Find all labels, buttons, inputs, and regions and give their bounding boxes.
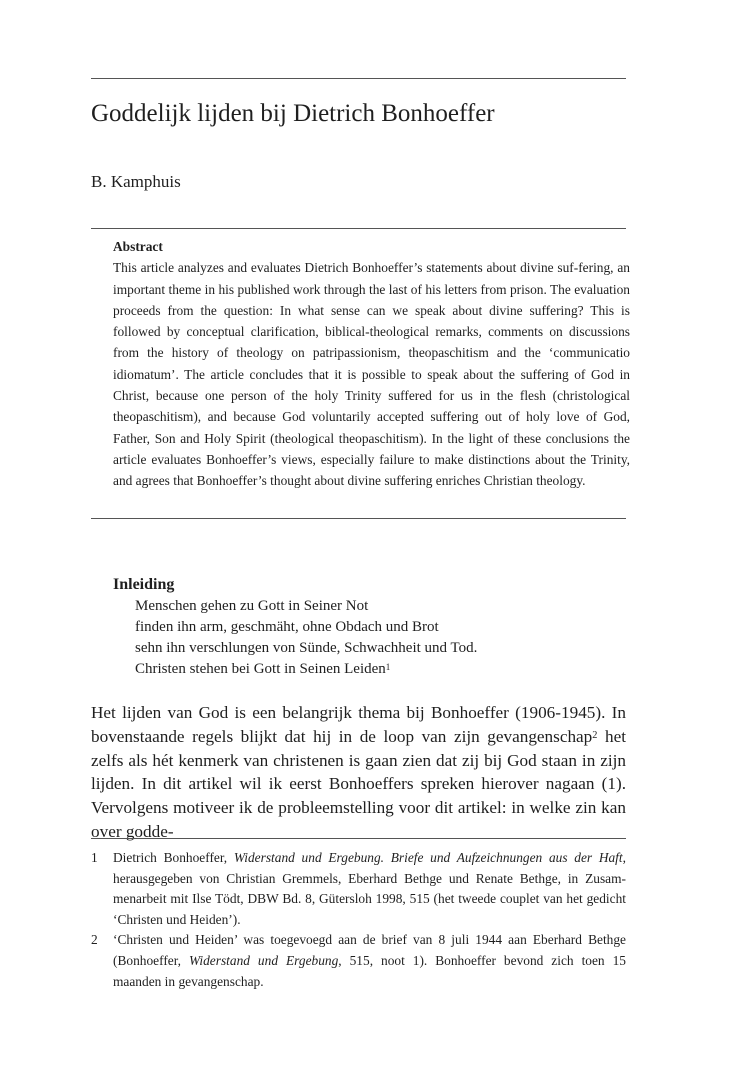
footnotes (91, 848, 626, 992)
footnote-ref: 1 (385, 661, 391, 672)
body-text-part: het zelfs als hét kenmerk van christenen is gaan zien dat zij bij God staan in zijn lijden. In dit artikel wil ik eerst Bonhoeffers spreken hierover nagaan (1). Vervolgens motiveer ik de probleemstelling voor dit artikel: in welke zin kan over godde- (91, 726, 626, 841)
footnote-ref: 2 (592, 730, 598, 742)
footnote (91, 848, 626, 930)
body-paragraph (91, 701, 626, 844)
abstract-top-rule (91, 228, 626, 229)
abstract-bottom-rule (91, 518, 626, 519)
poem-line (135, 659, 477, 680)
footnote-text-part: Dietrich Bonhoeffer, (113, 850, 234, 865)
footnote-text (113, 848, 626, 930)
article-author: B. Kamphuis (91, 172, 181, 191)
abstract-text: This article analyzes and evaluates Dietrich Bonhoeffer’s statements about divine suf-fering, an important theme in his published work through the last of his letters from prison. The evaluation proceeds from the question: In what sense can we speak about divine suffering? This is followed by conceptual clarification, biblical-theological remarks, comments on discussions from the history of theology on patripassionism, theopaschitism and the ‘communicatio idiomatum’. The article concludes that it is possible to speak about the suffering of God in Christ, because one person of the holy Trinity suffered for us in the flesh (christological theopaschitism), and because God voluntarily accepted suffering out of holy love of God, Father, Son and Holy Spirit (theological theopaschitism). In the light of these conclusions the article evaluates Bonhoeffer’s views, especially failure to make distinctions about the Trinity, and agrees that Bonhoeffer’s thought about divine suffering enriches Christian theology. (113, 260, 630, 489)
poem-line-text: Christen stehen bei Gott in Seinen Leiden (135, 661, 386, 677)
article-title: Goddelijk lijden bij Dietrich Bonhoeffer (91, 100, 495, 127)
poem-line: Menschen gehen zu Gott in Seiner Not (135, 598, 369, 614)
footnote-italic: Widerstand und Ergebung. Briefe und Aufzeichnungen aus der Haft (233, 850, 623, 865)
footnote (91, 930, 626, 992)
footnote-text (113, 930, 626, 992)
abstract-heading: Abstract (113, 239, 163, 254)
footnote-number: 2 (91, 932, 98, 948)
footnote-text-part: , herausgegeben von Christian Gremmels, Eberhard Bethge und Renate Bethge, in Zusam-menarbeit mit Ilse Tödt, DBW Bd. 8, Gütersloh 1998, 515 (het tweede couplet van het gedicht ‘Christen und Heiden’). (113, 850, 626, 927)
footnote-italic: Widerstand und Ergebung (188, 952, 339, 968)
footnote-rule (91, 838, 626, 839)
footnote-text-part: ‘Christen und Heiden’ was toegevoegd aan de brief van 8 juli 1944 aan Eberhard Bethge (Bonhoeffer, (113, 932, 626, 968)
top-rule (91, 78, 626, 79)
poem-line: finden ihn arm, geschmäht, ohne Obdach und Brot (135, 619, 439, 635)
footnote-text-part: , 515, noot 1). Bonhoeffer bevond zich toen 15 maanden in gevangenschap. (113, 952, 626, 989)
poem-quote (135, 596, 477, 680)
body-text-part: Het lijden van God is een belangrijk thema bij Bonhoeffer (1906-1945). In bovenstaande regels blijkt dat hij in de loop van zijn gevangenschap (91, 703, 626, 746)
poem-line: sehn ihn verschlungen von Sünde, Schwachheit und Tod. (135, 640, 478, 656)
footnote-number: 1 (91, 850, 98, 865)
section-heading: Inleiding (113, 576, 175, 593)
abstract-block (113, 236, 630, 492)
